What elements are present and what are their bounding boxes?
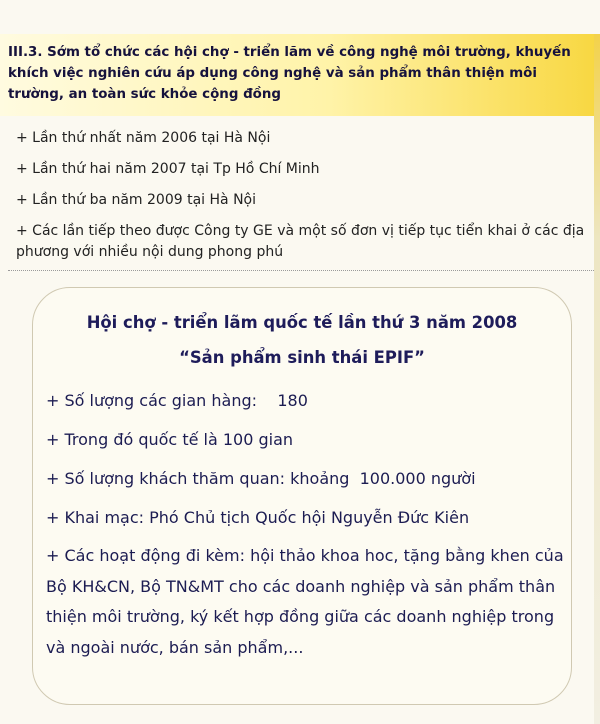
list-item: + Lần thứ ba năm 2009 tại Hà Nội [16,192,256,208]
edition-list [16,128,586,263]
fair-details-list [46,385,566,663]
list-item: + Lần thứ nhất năm 2006 tại Hà Nội [16,130,271,146]
box-subtitle: “Sản phẩm sinh thái EPIF” [179,348,425,367]
list-item: + Các lần tiếp theo được Công ty GE và một số đơn vị tiếp tục tiển khai ở các địa phương với nhiều nội dung phong phú [16,223,585,260]
list-item: + Trong đó quốc tế là 100 gian [46,430,294,449]
list-item: + Khai mạc: Phó Chủ tịch Quốc hội Nguyễn Đức Kiên [46,508,470,527]
page-edge [594,34,600,724]
section-heading: III.3. Sớm tổ chức các hội chợ - triển lãm về công nghệ môi trường, khuyến khích việc nghiên cứu áp dụng công nghệ và sản phẩm thân thiện môi trường, an toàn sức khỏe cộng đồng [8,45,571,102]
box-title: Hội chợ - triển lãm quốc tế lần thứ 3 năm 2008 [86,313,518,332]
list-item: + Các hoạt động đi kèm: hội thảo khoa hoc, tặng bằng khen của Bộ KH&CN, Bộ TN&MT cho các doanh nghiệp và sản phẩm thân thiện môi trường, ký kết hợp đồng giữa các doanh nghiệp trong và ngoài nước, bán sản phẩm,... [46,546,564,657]
divider [8,270,596,271]
list-item: + Lần thứ hai năm 2007 tại Tp Hồ Chí Minh [16,161,320,177]
list-item: + Số lượng khách thăm quan: khoảng 100.000 người [46,469,476,488]
list-item: + Số lượng các gian hàng: 180 [46,391,308,410]
